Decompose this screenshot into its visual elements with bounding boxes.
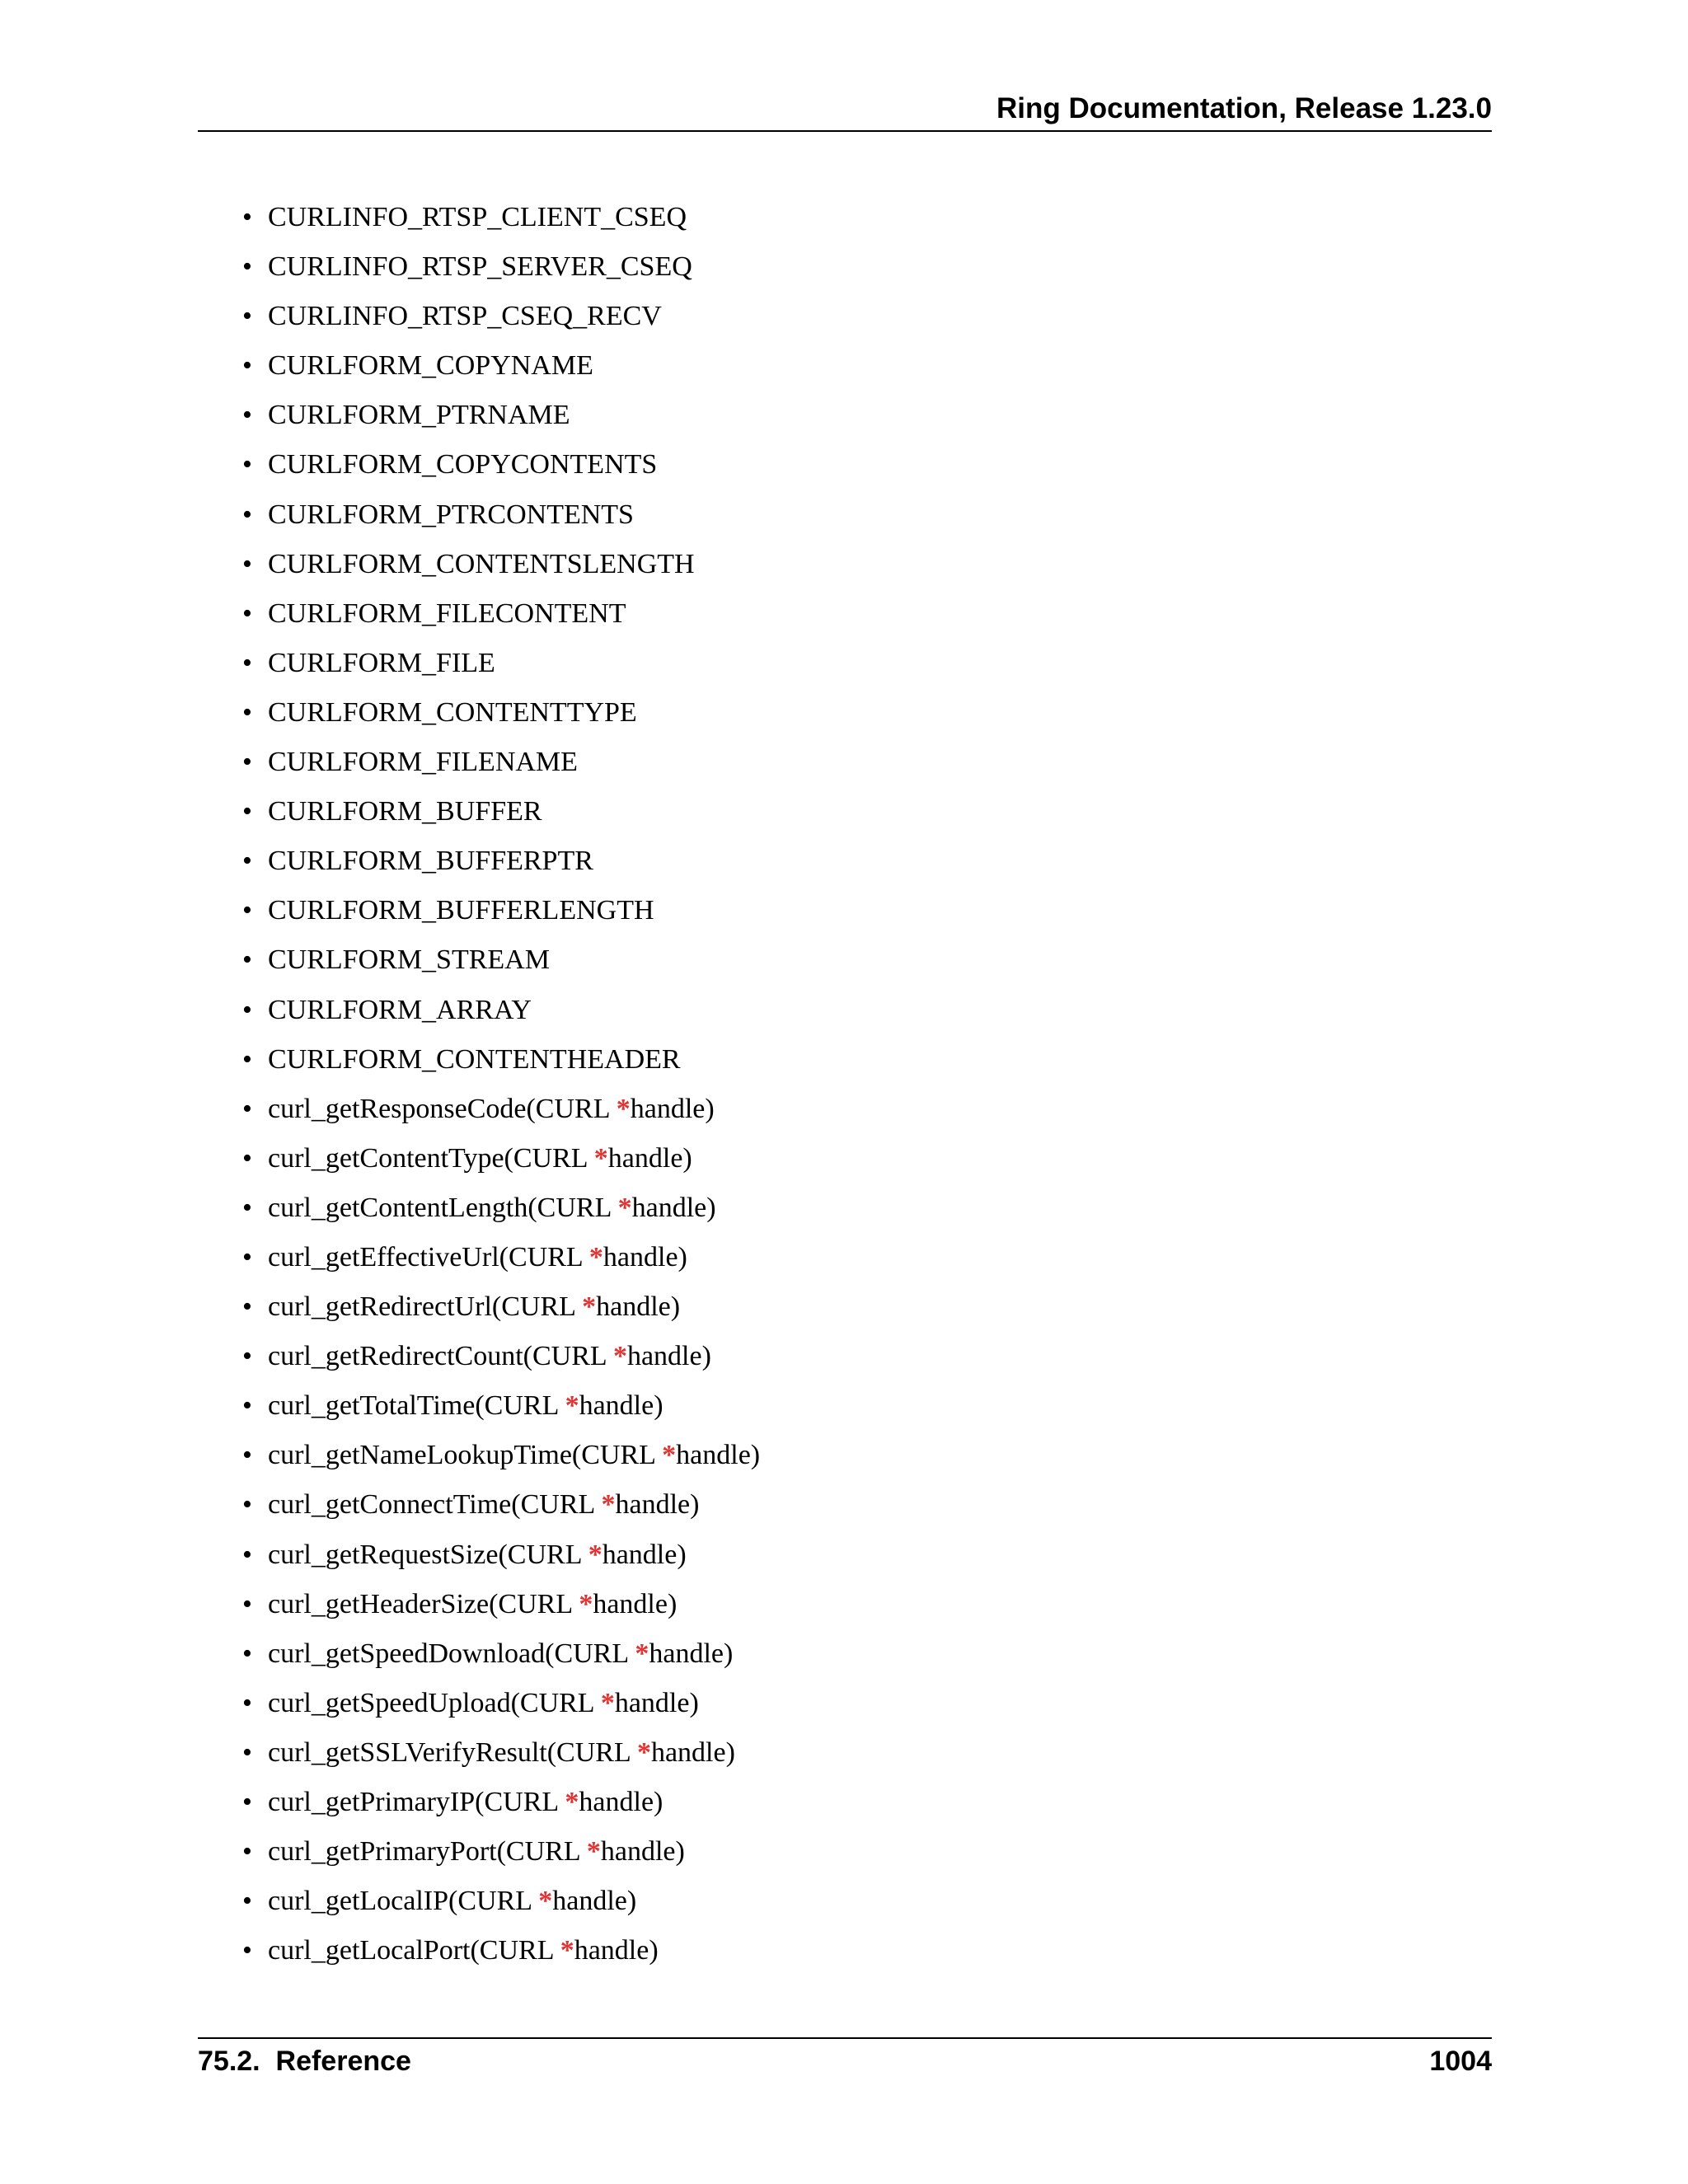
function-signature-suffix: handle) bbox=[676, 1440, 761, 1471]
function-signature-prefix: curl_getContentType(CURL bbox=[268, 1142, 594, 1174]
function-signature-prefix: curl_getEffectiveUrl(CURL bbox=[268, 1241, 589, 1272]
list-item-constant bbox=[0, 935, 760, 985]
bullet-icon: • bbox=[242, 301, 252, 332]
function-signature-prefix: curl_getPrimaryIP(CURL bbox=[268, 1787, 565, 1817]
footer-divider bbox=[198, 2037, 1492, 2039]
list-item-constant bbox=[0, 886, 760, 935]
pointer-star: * bbox=[588, 1241, 603, 1272]
list-item-function bbox=[0, 1431, 760, 1480]
function-signature-prefix: curl_getTotalTime(CURL bbox=[268, 1390, 565, 1422]
list-item-constant bbox=[0, 837, 760, 886]
bullet-icon: • bbox=[242, 647, 252, 678]
list-item-constant bbox=[0, 787, 760, 837]
pointer-star: * bbox=[600, 1687, 615, 1718]
list-item-constant bbox=[0, 1035, 760, 1085]
pointer-star: * bbox=[617, 1192, 632, 1223]
running-header-title: Ring Documentation, Release 1.23.0 bbox=[996, 92, 1492, 124]
constant-name: CURLINFO_RTSP_SERVER_CSEQ bbox=[268, 251, 692, 283]
constant-name: CURLFORM_BUFFERLENGTH bbox=[268, 895, 654, 926]
function-signature-suffix: handle) bbox=[607, 1142, 692, 1174]
constant-name: CURLFORM_FILECONTENT bbox=[268, 598, 626, 629]
function-signature-prefix: curl_getSSLVerifyResult(CURL bbox=[268, 1736, 637, 1768]
bullet-icon: • bbox=[242, 598, 252, 629]
pointer-star: * bbox=[601, 1489, 616, 1521]
pointer-star: * bbox=[560, 1935, 574, 1966]
bullet-icon: • bbox=[242, 1836, 252, 1868]
list-item-function bbox=[0, 1134, 760, 1183]
function-signature-suffix: handle) bbox=[600, 1836, 685, 1868]
list-item-constant bbox=[0, 193, 760, 242]
list-item-function bbox=[0, 1580, 760, 1629]
bullet-icon: • bbox=[242, 1736, 252, 1768]
pointer-star: * bbox=[588, 1539, 603, 1570]
constant-name: CURLFORM_CONTENTTYPE bbox=[268, 696, 637, 728]
bullet-icon: • bbox=[242, 1638, 252, 1669]
function-signature-prefix: curl_getHeaderSize(CURL bbox=[268, 1588, 579, 1619]
bullet-icon: • bbox=[242, 1489, 252, 1521]
function-signature-prefix: curl_getResponseCode(CURL bbox=[268, 1093, 617, 1124]
constant-name: CURLFORM_BUFFERPTR bbox=[268, 846, 593, 877]
list-item-function bbox=[0, 1679, 760, 1728]
function-signature-suffix: handle) bbox=[552, 1886, 637, 1917]
constant-name: CURLFORM_STREAM bbox=[268, 944, 550, 976]
bullet-icon: • bbox=[242, 747, 252, 778]
constant-name: CURLFORM_COPYCONTENTS bbox=[268, 449, 658, 480]
pointer-star: * bbox=[636, 1736, 651, 1768]
function-signature-suffix: handle) bbox=[579, 1390, 663, 1422]
list-item-function bbox=[0, 1480, 760, 1530]
list-item-constant bbox=[0, 688, 760, 738]
list-item-function bbox=[0, 1877, 760, 1926]
bullet-icon: • bbox=[242, 400, 252, 431]
list-item-constant bbox=[0, 589, 760, 639]
bullet-icon: • bbox=[242, 1142, 252, 1174]
bullet-icon: • bbox=[242, 449, 252, 480]
function-signature-prefix: curl_getLocalIP(CURL bbox=[268, 1886, 539, 1917]
list-item-function bbox=[0, 1282, 760, 1332]
list-item-function bbox=[0, 1233, 760, 1282]
bullet-icon: • bbox=[242, 1093, 252, 1124]
bullet-icon: • bbox=[242, 846, 252, 877]
list-item-constant bbox=[0, 341, 760, 391]
bullet-icon: • bbox=[242, 895, 252, 926]
pointer-star: * bbox=[565, 1390, 579, 1422]
pointer-star: * bbox=[662, 1440, 677, 1471]
function-signature-prefix: curl_getRedirectUrl(CURL bbox=[268, 1291, 583, 1323]
function-signature-prefix: curl_getRedirectCount(CURL bbox=[268, 1341, 613, 1372]
list-item-function bbox=[0, 1381, 760, 1431]
list-item-function bbox=[0, 1085, 760, 1134]
bullet-icon: • bbox=[242, 350, 252, 382]
pointer-star: * bbox=[582, 1291, 597, 1323]
constant-name: CURLFORM_CONTENTHEADER bbox=[268, 1043, 681, 1075]
bullet-icon: • bbox=[242, 1341, 252, 1372]
constant-name: CURLINFO_RTSP_CSEQ_RECV bbox=[268, 301, 662, 332]
reference-bullet-list bbox=[0, 193, 760, 1975]
bullet-icon: • bbox=[242, 1390, 252, 1422]
pointer-star: * bbox=[579, 1588, 593, 1619]
pointer-star: * bbox=[565, 1787, 579, 1817]
bullet-icon: • bbox=[242, 1291, 252, 1323]
function-signature-prefix: curl_getSpeedDownload(CURL bbox=[268, 1638, 635, 1669]
constant-name: CURLFORM_BUFFER bbox=[268, 796, 542, 827]
bullet-icon: • bbox=[242, 796, 252, 827]
list-item-constant bbox=[0, 440, 760, 490]
constant-name: CURLFORM_FILE bbox=[268, 647, 495, 678]
function-signature-suffix: handle) bbox=[649, 1638, 734, 1669]
list-item-constant bbox=[0, 292, 760, 341]
bullet-icon: • bbox=[242, 1043, 252, 1075]
function-signature-suffix: handle) bbox=[614, 1687, 699, 1718]
bullet-icon: • bbox=[242, 1687, 252, 1718]
function-signature-suffix: handle) bbox=[650, 1736, 735, 1768]
bullet-icon: • bbox=[242, 944, 252, 976]
function-signature-suffix: handle) bbox=[626, 1341, 711, 1372]
function-signature-prefix: curl_getSpeedUpload(CURL bbox=[268, 1687, 601, 1718]
function-signature-suffix: handle) bbox=[602, 1539, 687, 1570]
function-signature-prefix: curl_getPrimaryPort(CURL bbox=[268, 1836, 587, 1868]
list-item-constant bbox=[0, 639, 760, 688]
list-item-constant bbox=[0, 391, 760, 440]
list-item-function bbox=[0, 1728, 760, 1778]
bullet-icon: • bbox=[242, 548, 252, 579]
constant-name: CURLFORM_COPYNAME bbox=[268, 350, 593, 382]
pointer-star: * bbox=[593, 1142, 608, 1174]
list-item-function bbox=[0, 1827, 760, 1877]
function-signature-suffix: handle) bbox=[596, 1291, 681, 1323]
constant-name: CURLFORM_CONTENTSLENGTH bbox=[268, 548, 695, 579]
constant-name: CURLFORM_ARRAY bbox=[268, 994, 532, 1025]
function-signature-suffix: handle) bbox=[593, 1588, 678, 1619]
function-signature-suffix: handle) bbox=[630, 1093, 715, 1124]
page-number: 1004 bbox=[1429, 2046, 1492, 2077]
header-divider bbox=[198, 130, 1492, 132]
bullet-icon: • bbox=[242, 1192, 252, 1223]
bullet-icon: • bbox=[242, 202, 252, 232]
bullet-icon: • bbox=[242, 1787, 252, 1817]
constant-name: CURLFORM_FILENAME bbox=[268, 747, 578, 778]
list-item-function bbox=[0, 1530, 760, 1580]
list-item-function bbox=[0, 1926, 760, 1975]
list-item-constant bbox=[0, 242, 760, 292]
list-item-function bbox=[0, 1629, 760, 1679]
bullet-icon: • bbox=[242, 994, 252, 1025]
list-item-constant bbox=[0, 986, 760, 1035]
footer-section-title: 75.2. Reference bbox=[198, 2046, 411, 2077]
pointer-star: * bbox=[616, 1093, 631, 1124]
function-signature-prefix: curl_getLocalPort(CURL bbox=[268, 1935, 560, 1966]
list-item-function bbox=[0, 1183, 760, 1233]
list-item-function bbox=[0, 1778, 760, 1827]
function-signature-suffix: handle) bbox=[615, 1489, 700, 1521]
list-item-function bbox=[0, 1332, 760, 1381]
function-signature-prefix: curl_getNameLookupTime(CURL bbox=[268, 1440, 663, 1471]
function-signature-prefix: curl_getContentLength(CURL bbox=[268, 1192, 618, 1223]
constant-name: CURLFORM_PTRCONTENTS bbox=[268, 499, 634, 530]
function-signature-suffix: handle) bbox=[631, 1192, 716, 1223]
function-signature-suffix: handle) bbox=[603, 1241, 687, 1272]
bullet-icon: • bbox=[242, 1886, 252, 1917]
pointer-star: * bbox=[635, 1638, 649, 1669]
pointer-star: * bbox=[538, 1886, 553, 1917]
bullet-icon: • bbox=[242, 251, 252, 283]
function-signature-prefix: curl_getRequestSize(CURL bbox=[268, 1539, 588, 1570]
bullet-icon: • bbox=[242, 696, 252, 728]
function-signature-prefix: curl_getConnectTime(CURL bbox=[268, 1489, 602, 1521]
bullet-icon: • bbox=[242, 1241, 252, 1272]
bullet-icon: • bbox=[242, 1588, 252, 1619]
bullet-icon: • bbox=[242, 1440, 252, 1471]
function-signature-suffix: handle) bbox=[579, 1787, 663, 1817]
bullet-icon: • bbox=[242, 499, 252, 530]
bullet-icon: • bbox=[242, 1935, 252, 1966]
pointer-star: * bbox=[612, 1341, 627, 1372]
list-item-constant bbox=[0, 738, 760, 787]
list-item-constant bbox=[0, 490, 760, 540]
list-item-constant bbox=[0, 540, 760, 589]
pointer-star: * bbox=[586, 1836, 601, 1868]
bullet-icon: • bbox=[242, 1539, 252, 1570]
function-signature-suffix: handle) bbox=[574, 1935, 659, 1966]
constant-name: CURLINFO_RTSP_CLIENT_CSEQ bbox=[268, 202, 687, 232]
constant-name: CURLFORM_PTRNAME bbox=[268, 400, 570, 431]
